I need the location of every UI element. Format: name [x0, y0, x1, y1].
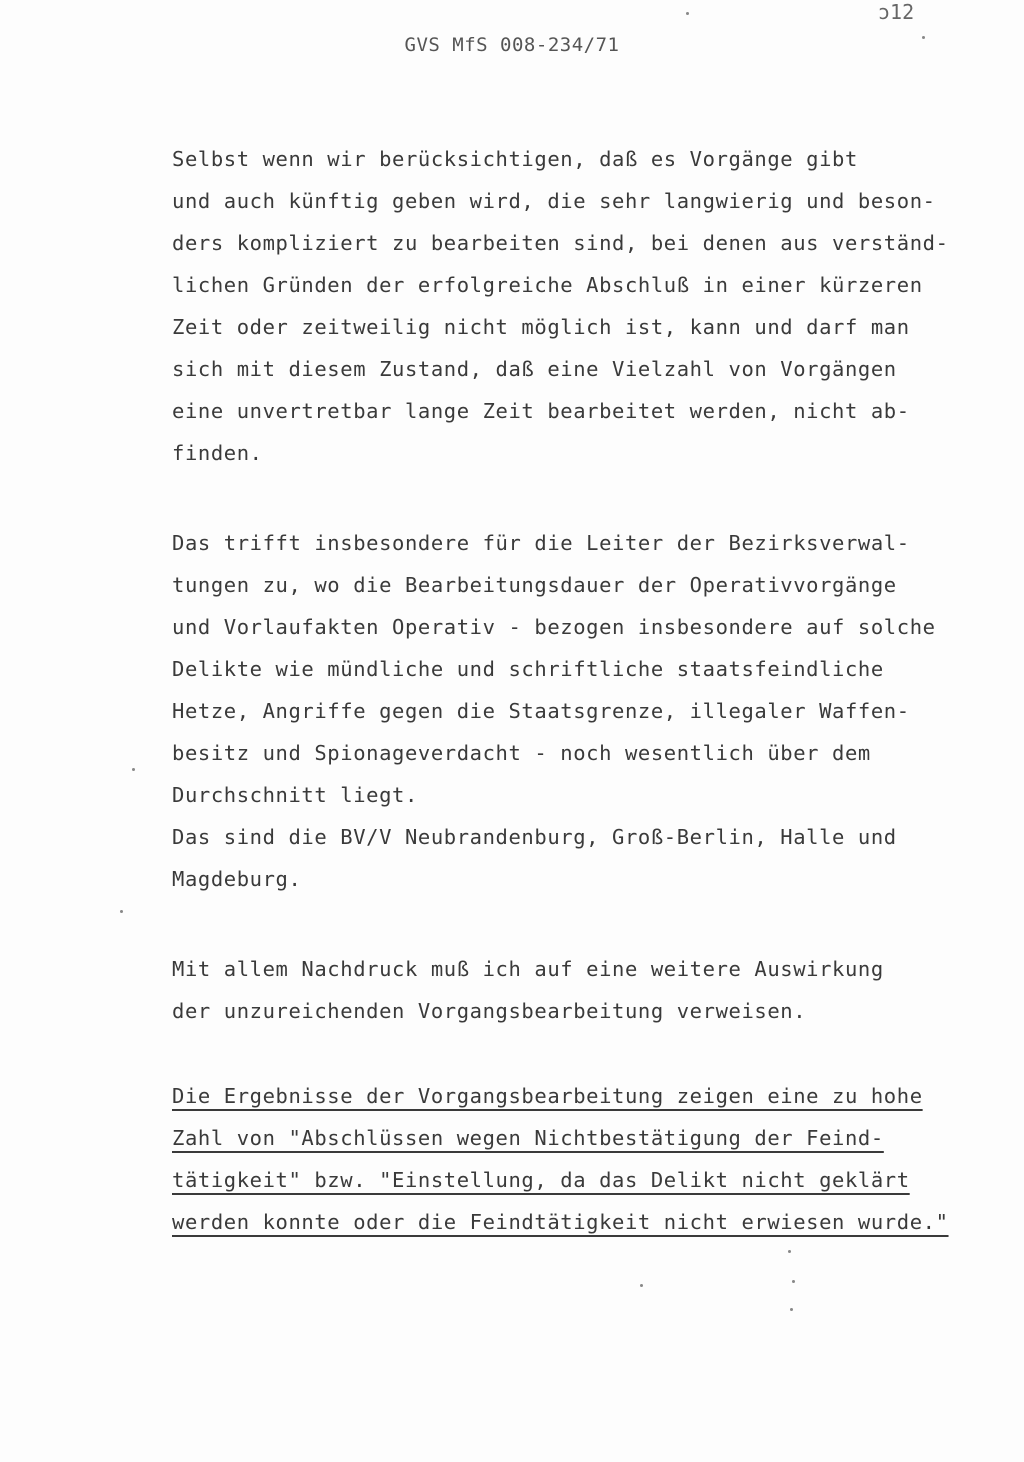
text-line: Mit allem Nachdruck muß ich auf eine weitere Auswirkung: [172, 957, 884, 981]
text-line: ders kompliziert zu bearbeiten sind, bei denen aus verständ-: [172, 231, 949, 255]
text-line: sich mit diesem Zustand, daß eine Vielzahl von Vorgängen: [172, 357, 897, 381]
scan-speck: [640, 1284, 643, 1287]
scan-speck: [132, 768, 135, 771]
text-line: Selbst wenn wir berücksichtigen, daß es Vorgänge gibt: [172, 147, 858, 171]
paragraph-2: [172, 522, 972, 900]
scan-speck: [790, 1308, 793, 1311]
scan-speck: [788, 1250, 791, 1253]
paragraph-3: [172, 948, 972, 1032]
text-line: und auch künftig geben wird, die sehr langwierig und beson-: [172, 189, 936, 213]
text-line: Delikte wie mündliche und schriftliche staatsfeindliche: [172, 657, 884, 681]
scan-speck: [922, 36, 925, 39]
text-line: werden konnte oder die Feindtätigkeit nicht erwiesen wurde.": [172, 1210, 949, 1234]
text-line: Durchschnitt liegt.: [172, 783, 418, 807]
text-line: Zahl von "Abschlüssen wegen Nichtbestätigung der Feind-: [172, 1126, 884, 1150]
text-line: der unzureichenden Vorgangsbearbeitung verweisen.: [172, 999, 807, 1023]
text-line: und Vorlaufakten Operativ - bezogen insbesondere auf solche: [172, 615, 936, 639]
scan-speck: [686, 12, 689, 15]
paragraph-1: [172, 138, 972, 474]
page-number: ɔ12: [878, 0, 915, 24]
scan-speck: [120, 910, 123, 913]
text-line: finden.: [172, 441, 263, 465]
text-line: Hetze, Angriffe gegen die Staatsgrenze, illegaler Waffen-: [172, 699, 910, 723]
text-line: Die Ergebnisse der Vorgangsbearbeitung zeigen eine zu hohe: [172, 1084, 923, 1108]
text-line: tungen zu, wo die Bearbeitungsdauer der Operativvorgänge: [172, 573, 897, 597]
text-line: Zeit oder zeitweilig nicht möglich ist, kann und darf man: [172, 315, 910, 339]
text-line: Magdeburg.: [172, 867, 302, 891]
text-line: lichen Gründen der erfolgreiche Abschluß in einer kürzeren: [172, 273, 923, 297]
scan-speck: [792, 1280, 795, 1283]
text-line: besitz und Spionageverdacht - noch wesentlich über dem: [172, 741, 871, 765]
text-line: tätigkeit" bzw. "Einstellung, da das Delikt nicht geklärt: [172, 1168, 910, 1192]
text-line: Das trifft insbesondere für die Leiter der Bezirksverwal-: [172, 531, 910, 555]
text-line: Das sind die BV/V Neubrandenburg, Groß-Berlin, Halle und: [172, 825, 897, 849]
text-line: eine unvertretbar lange Zeit bearbeitet werden, nicht ab-: [172, 399, 910, 423]
document-reference-header: GVS MfS 008-234/71: [404, 34, 620, 56]
paragraph-4-underlined: [172, 1075, 972, 1243]
